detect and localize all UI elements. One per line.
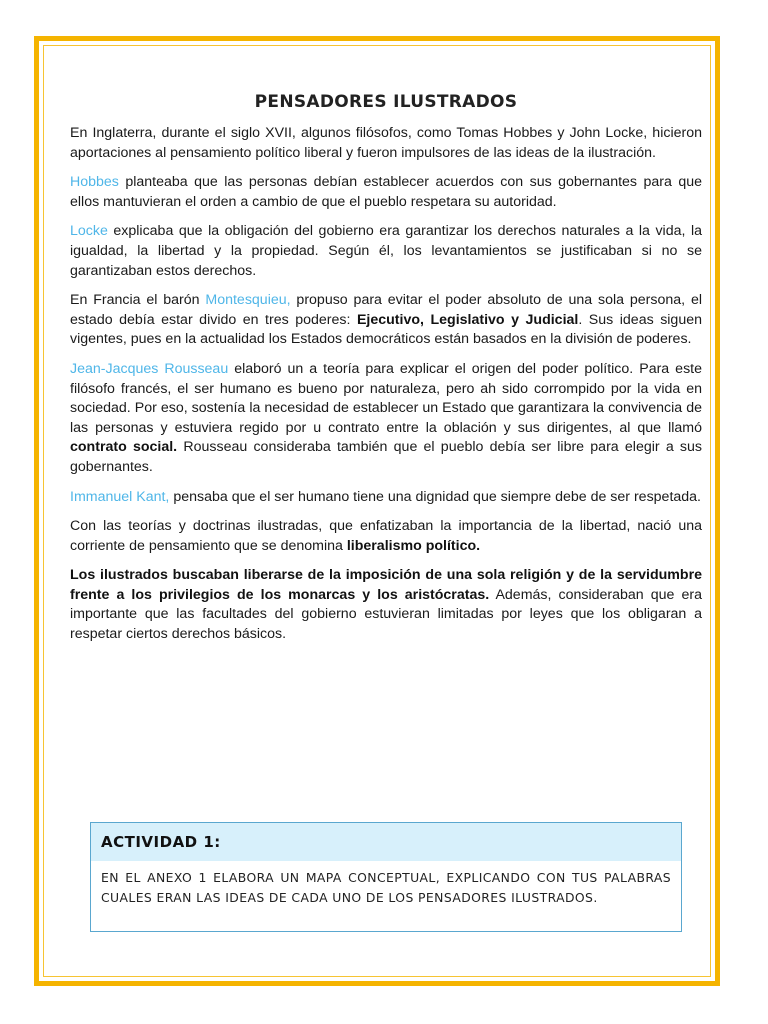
paragraph-rousseau-post: Rousseau consideraba también que el pueblo debía ser libre para elegir a sus gobernantes. <box>70 439 702 475</box>
name-locke: Locke <box>70 223 108 240</box>
paragraph-intro: En Inglaterra, durante el siglo XVII, algunos filósofos, como Tomas Hobbes y John Locke, hicieron aportaciones al pensamiento político liberal y fueron impulsores de las ideas de la ilustración. <box>70 125 702 161</box>
page-title: PENSADORES ILUSTRADOS <box>254 92 518 112</box>
paragraph-montesquieu-mid: propuso para evitar el poder absoluto de una sola persona, el estado debía estar divido en tres poderes: <box>70 292 702 328</box>
paragraph-hobbes-text: planteaba que las personas debían establecer acuerdos con sus gobernantes para que ellos mantuvieran el orden a cambio de que el pueblo respetara su autoridad. <box>70 174 702 210</box>
bold-liberalismo: liberalismo político. <box>346 537 481 554</box>
activity-box <box>90 822 682 932</box>
name-montesquieu: Montesquieu, <box>205 292 291 309</box>
activity-heading: ACTIVIDAD 1: <box>91 823 681 861</box>
paragraph-locke-text: explicaba que la obligación del gobierno era garantizar los derechos naturales a la vida, la igualdad, la libertad y la propiedad. Según él, los levantamientos se justificaban si no se garantizaban estos derechos. <box>70 223 702 279</box>
name-kant: Immanuel Kant, <box>70 488 170 505</box>
paragraph-locke <box>70 222 702 281</box>
paragraph-liberalismo-text: Con las teorías y doctrinas ilustradas, que enfatizaban la importancia de la libertad, nació una corriente de pensamiento que se denomina <box>70 518 702 554</box>
paragraph-ilustrados-text: Además, consideraban que era importante que las facultades del gobierno estuvieran limitadas por leyes que los obligaran a respetar ciertos derechos básicos. <box>70 586 702 643</box>
activity-body: EN EL ANEXO 1 ELABORA UN MAPA CONCEPTUAL, EXPLICANDO CON TUS PALABRAS CUALES ERAN LAS IDEAS DE CADA UNO DE LOS PENSADORES ILUSTRADOS. <box>101 870 671 905</box>
paragraph-montesquieu <box>70 291 702 350</box>
bold-ilustrados: Los ilustrados buscaban liberarse de la imposición de una sola religión y de la servidumbre frente a los privilegios de los monarcas y los aristócratas. <box>70 567 702 603</box>
paragraph-liberalismo <box>70 517 702 556</box>
paragraph-montesquieu-pre: En Francia el barón <box>70 292 206 309</box>
paragraph-rousseau-text: elaboró un a teoría para explicar el origen del poder político. Para este filósofo francés, el ser humano es bueno por naturaleza, pero ah sido corrompido por la vida en sociedad. Por eso, sostenía la necesidad de establecer un Estado que garantizara la convivencia de las personas y estuviera regido por u contrato entre la oblación y sus dirigentes, al que llamó <box>70 360 702 436</box>
paragraph-montesquieu-post: . Sus ideas siguen vigentes, pues en la actualidad los Estados democráticos están basados en la división de poderes. <box>70 311 702 348</box>
paragraph-hobbes <box>70 173 702 212</box>
paragraph-kant-text: pensaba que el ser humano tiene una dignidad que siempre debe de ser respetada. <box>169 488 701 505</box>
main-content <box>70 92 702 655</box>
name-rousseau: Jean-Jacques Rousseau <box>70 360 229 377</box>
bold-contrato-social: contrato social. <box>70 439 178 456</box>
paragraph-kant <box>70 488 702 508</box>
name-hobbes: Hobbes <box>70 174 119 191</box>
bold-tres-poderes: Ejecutivo, Legislativo y Judicial <box>356 311 579 328</box>
paragraph-rousseau <box>70 360 702 478</box>
paragraph-ilustrados <box>70 566 702 644</box>
